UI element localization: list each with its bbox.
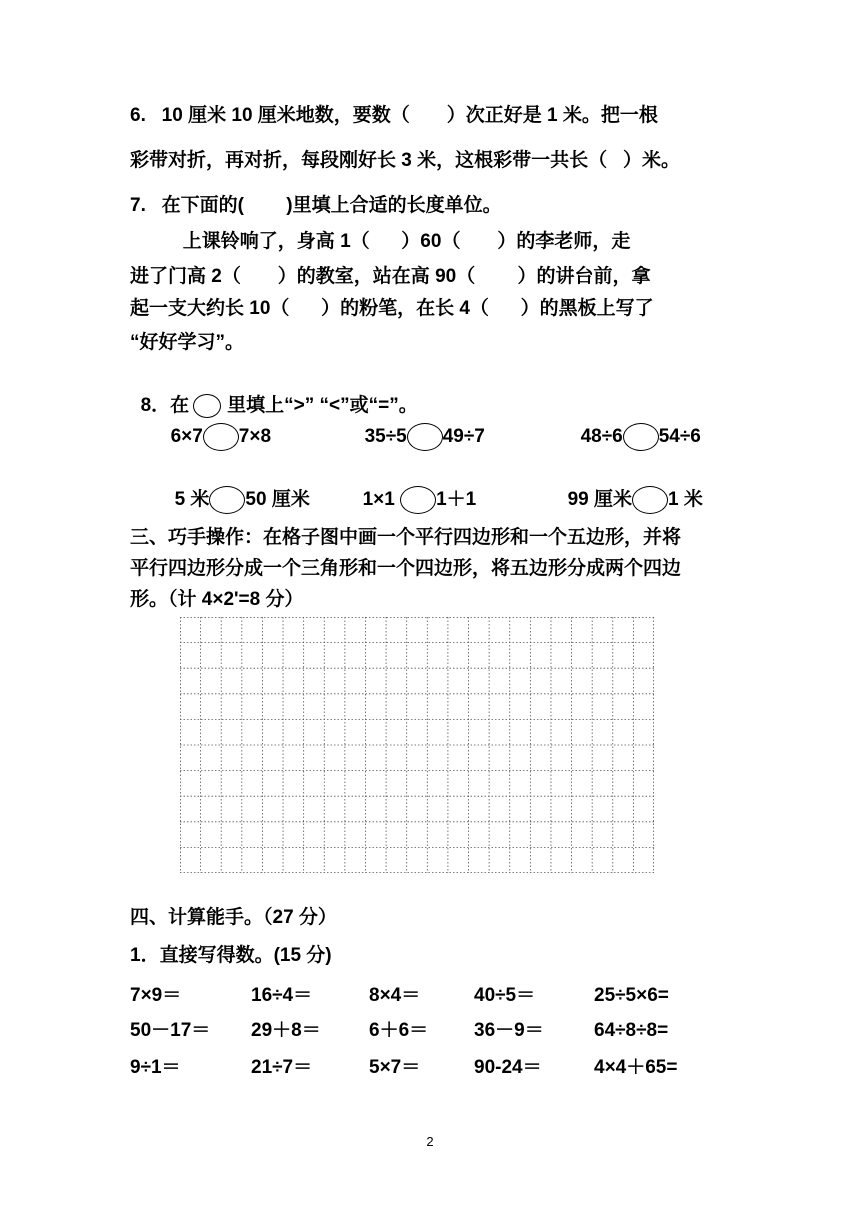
section4-sub1: 1．直接写得数。(15 分) <box>130 945 332 966</box>
section3-line2: 平行四边形分成一个三角形和一个四边形，将五边形分成两个四边 <box>130 558 682 579</box>
compare-oval[interactable] <box>632 486 668 514</box>
calc-item: 40÷5＝ <box>474 985 536 1006</box>
q7-line4: “好好学习”。 <box>130 332 245 353</box>
calc-item: 64÷8÷8= <box>594 1020 669 1041</box>
calc-item: 4×4＋65= <box>594 1057 678 1078</box>
compare-oval[interactable] <box>623 423 659 451</box>
section3-line3: 形。（计 4×2'=8 分） <box>130 589 304 610</box>
calc-item: 21÷7＝ <box>251 1057 313 1078</box>
calc-item: 6＋6＝ <box>369 1020 429 1041</box>
calc-item: 36－9＝ <box>474 1020 544 1041</box>
compare-oval[interactable] <box>203 423 239 451</box>
q6-line2: 彩带对折，再对折，每段刚好长 3 米，这根彩带一共长（ ）米。 <box>130 150 680 171</box>
compare-item: 99 厘米 1 米 <box>557 458 703 514</box>
calc-item: 9÷1＝ <box>130 1057 181 1078</box>
compare-item: 1×1 1＋1 <box>352 458 476 514</box>
calc-item: 5×7＝ <box>369 1057 421 1078</box>
compare-oval[interactable] <box>400 486 436 514</box>
compare-oval[interactable] <box>407 423 443 451</box>
q7-line1: 上课铃响了，身高 1（ ）60（ ）的李老师，走 <box>130 231 631 252</box>
calc-item: 8×4＝ <box>369 985 421 1006</box>
q8-title-pre: 8．在 <box>140 395 190 416</box>
q7-line3: 起一支大约长 10（ ）的粉笔，在长 4（ ）的黑板上写了 <box>130 298 654 319</box>
calc-item: 50－17＝ <box>130 1020 211 1041</box>
drawing-grid[interactable] <box>180 617 654 873</box>
q7-title: 7. 在下面的( )里填上合适的长度单位。 <box>130 195 502 216</box>
compare-oval[interactable] <box>209 486 245 514</box>
compare-item: 6×7 7×8 <box>160 395 271 451</box>
calc-item: 90-24＝ <box>474 1057 542 1078</box>
section3-line1: 三、巧手操作：在格子图中画一个平行四边形和一个五边形，并将 <box>130 527 682 548</box>
q6-line1: 6. 10 厘米 10 厘米地数，要数（ ）次正好是 1 米。把一根 <box>130 105 658 126</box>
q8-title-post: 里填上“>” “<”或“=”。 <box>227 395 418 416</box>
calc-item: 16÷4＝ <box>251 985 313 1006</box>
q7-line2: 进了门高 2（ ）的教室，站在高 90（ ）的讲台前，拿 <box>130 266 651 287</box>
calc-item: 25÷5×6= <box>594 985 669 1006</box>
compare-item: 5 米 50 厘米 <box>164 458 310 514</box>
compare-item: 48÷6 54÷6 <box>570 395 701 451</box>
section4-title: 四、计算能手。（27 分） <box>130 907 337 928</box>
calc-item: 7×9＝ <box>130 985 182 1006</box>
compare-item: 35÷5 49÷7 <box>354 395 485 451</box>
calc-item: 29＋8＝ <box>251 1020 321 1041</box>
page-number: 2 <box>426 1134 434 1149</box>
